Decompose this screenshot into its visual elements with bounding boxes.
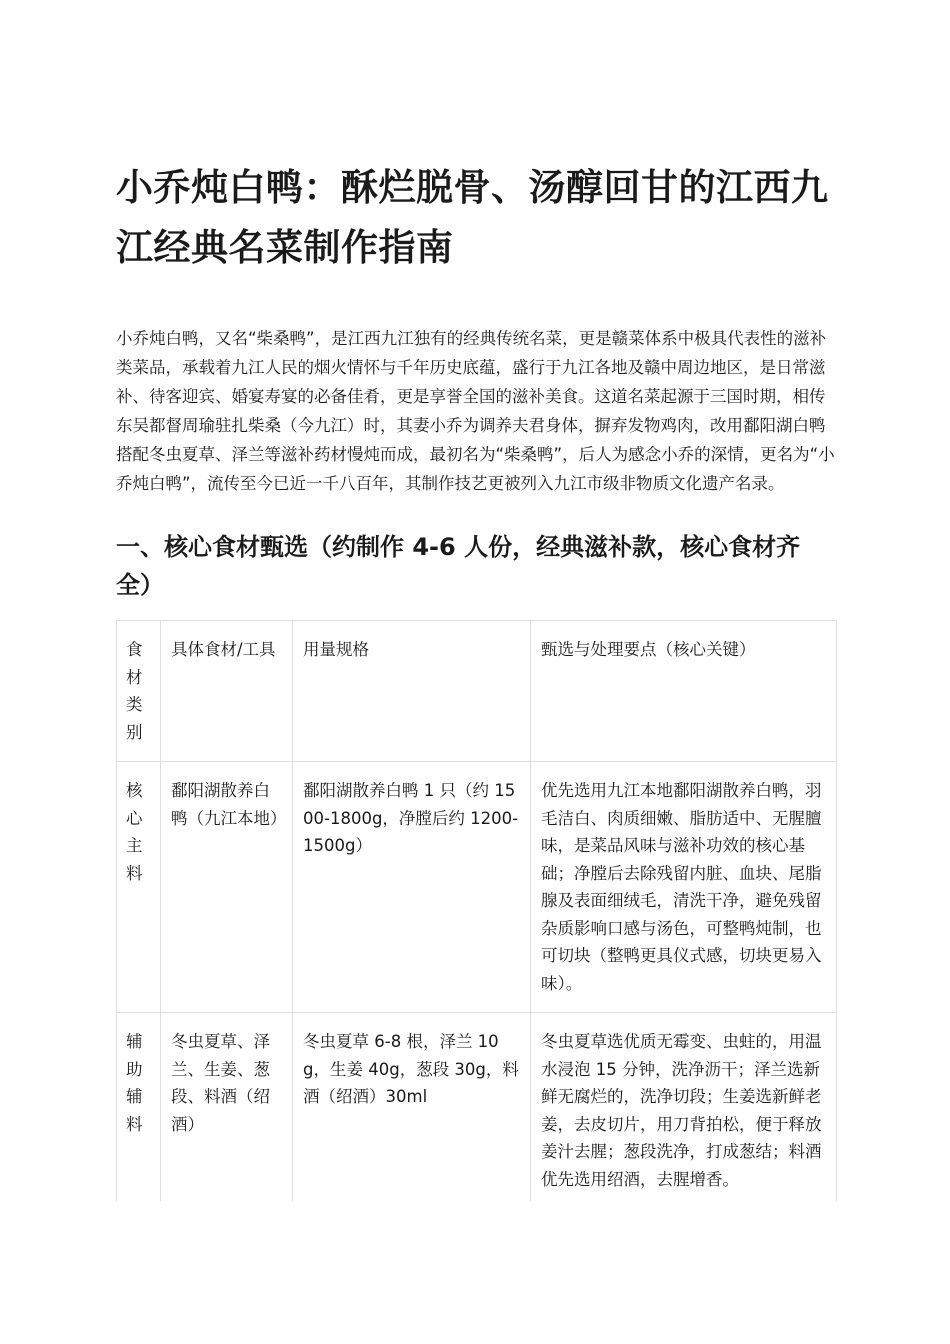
table-cell-item: 鄱阳湖散养白鸭（九江本地） xyxy=(161,762,293,1013)
intro-paragraph: 小乔炖白鸭，又名“柴桑鸭”，是江西九江独有的经典传统名菜，更是赣菜体系中极具代表性的滋补类菜品，承载着九江人民的烟火情怀与千年历史底蕴，盛行于九江各地及赣中周边地区，是日常滋补、待客迎宾、婚宴寿宴的必备佳肴，更是享誉全国的滋补美食。这道名菜起源于三国时期，相传东吴都督周瑜驻扎柴桑（今九江）时，其妻小乔为调养夫君身体，摒弃发物鸡肉，改用鄱阳湖白鸭搭配冬虫夏草、泽兰等滋补药材慢炖而成，最初名为“柴桑鸭”，后人为感念小乔的深情，更名为“小乔炖白鸭”，流传至今已近一千八百年，其制作技艺更被列入九江市级非物质文化遗产名录。 xyxy=(116,329,835,493)
table-cell-amount: 冬虫夏草 6-8 根，泽兰 10g，生姜 40g，葱段 30g，料酒（绍酒）30ml xyxy=(293,1013,531,1209)
table-cell-category: 核心主料 xyxy=(117,762,161,1013)
page-bottom-margin xyxy=(0,1201,950,1344)
table-cell-amount: 鄱阳湖散养白鸭 1 只（约 1500-1800g，净膛后约 1200-1500g） xyxy=(293,762,531,1013)
table-header-cell: 甄选与处理要点（核心关键） xyxy=(531,621,837,762)
ingredients-table xyxy=(116,620,837,1209)
table-cell-category: 辅助辅料 xyxy=(117,1013,161,1209)
section-heading: 一、核心食材甄选（约制作 4-6 人份，经典滋补款，核心食材齐全） xyxy=(116,533,801,599)
document-page xyxy=(116,158,836,1209)
table-header-row xyxy=(117,621,837,762)
table-header-cell: 用量规格 xyxy=(293,621,531,762)
table-row xyxy=(117,762,837,1013)
table-header-cell: 具体食材/工具 xyxy=(161,621,293,762)
page-title: 小乔炖白鸭：酥烂脱骨、汤醇回甘的江西九江经典名菜制作指南 xyxy=(116,166,829,269)
table-cell-notes: 优先选用九江本地鄱阳湖散养白鸭，羽毛洁白、肉质细嫩、脂肪适中、无腥膻味，是菜品风味与滋补功效的核心基础；净膛后去除残留内脏、血块、尾脂腺及表面细绒毛，清洗干净，避免残留杂质影响口感与汤色，可整鸭炖制，也可切块（整鸭更具仪式感，切块更易入味）。 xyxy=(531,762,837,1013)
table-row xyxy=(117,1013,837,1209)
table-cell-notes: 冬虫夏草选优质无霉变、虫蛀的，用温水浸泡 15 分钟，洗净沥干；泽兰选新鲜无腐烂的，洗净切段；生姜选新鲜老姜，去皮切片，用刀背拍松，便于释放姜汁去腥；葱段洗净，打成葱结；料酒优先选用绍酒，去腥增香。 xyxy=(531,1013,837,1209)
table-cell-item: 冬虫夏草、泽兰、生姜、葱段、料酒（绍酒） xyxy=(161,1013,293,1209)
table-header-cell: 食材类别 xyxy=(117,621,161,762)
